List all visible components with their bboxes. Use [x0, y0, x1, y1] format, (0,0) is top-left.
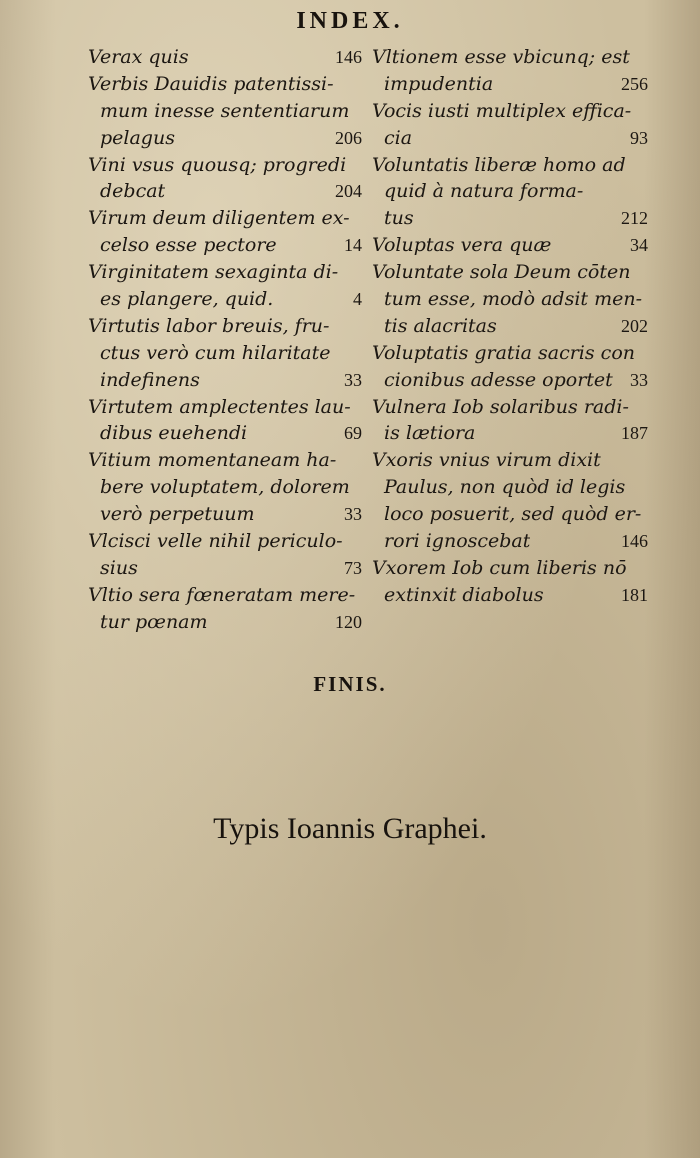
entry-text: mum inesse sententiarum: [100, 99, 350, 122]
entry-text: es plangere, quid.: [100, 288, 274, 311]
index-entry-line: [372, 420, 648, 447]
index-entry: [88, 582, 362, 636]
finis-mark: FINIS.: [313, 672, 387, 696]
entry-text: Voluntatis liberæ homo ad: [372, 153, 626, 176]
index-entry-line: [372, 367, 648, 394]
index-entry: [88, 394, 362, 448]
entry-text: Voluptas vera quæ: [372, 234, 552, 257]
page-reference: [356, 340, 362, 367]
page-reference: [642, 152, 648, 179]
index-entry: [372, 152, 648, 233]
index-entry-line: [372, 394, 648, 421]
index-entry-line: [88, 367, 362, 394]
index-entry-line: [372, 286, 648, 313]
index-entry-line: [372, 125, 648, 152]
index-entry-line: [372, 528, 648, 555]
entry-text: Vxoris vnius virum dixit: [372, 449, 601, 472]
entry-text: indefinens: [100, 368, 200, 391]
index-entry-line: [372, 98, 648, 125]
page-reference: 73: [344, 557, 362, 578]
index-entry-line: [88, 125, 362, 152]
entry-text: Vocis iusti multiplex effica-: [372, 99, 632, 122]
entry-text: Vitium momentaneam ha-: [88, 449, 337, 472]
page-title: INDEX.: [296, 8, 404, 34]
page-reference: 120: [335, 611, 362, 632]
index-entry-line: [372, 340, 648, 367]
page-reference: 33: [344, 369, 362, 390]
page-reference: 33: [630, 369, 648, 390]
index-entry-line: [88, 98, 362, 125]
page-reference: [356, 259, 362, 286]
index-entry: [372, 44, 648, 98]
entry-text: cionibus adesse oportet: [384, 368, 613, 391]
entry-text: verò perpetuum: [100, 503, 255, 526]
index-entry: [88, 447, 362, 528]
index-entry: [372, 232, 648, 259]
index-entry: [88, 152, 362, 206]
index-entry-line: [372, 152, 648, 179]
page-reference: [642, 98, 648, 125]
entry-text: Vxorem Iob cum liberis nō: [372, 556, 627, 579]
index-entry-line: [88, 152, 362, 179]
index-entry-line: [372, 582, 648, 609]
page-reference: [642, 474, 648, 501]
index-entry: [372, 259, 648, 340]
entry-text: loco posuerit, sed quòd er-: [384, 503, 642, 526]
page-reference: 212: [621, 208, 648, 229]
page-reference: [356, 394, 362, 421]
entry-text: sius: [100, 556, 138, 579]
index-entry-line: [372, 232, 648, 259]
entry-text: bere voluptatem, dolorem: [100, 476, 350, 499]
entry-text: Vulnera Iob solaribus radi-: [372, 395, 629, 418]
entry-text: impudentia: [384, 72, 494, 95]
page-reference: 146: [335, 47, 362, 67]
index-entry: [88, 71, 362, 152]
index-entry-line: [372, 474, 648, 501]
page-reference: [356, 474, 362, 501]
page-reference: [356, 71, 362, 98]
entry-text: Vini vsus quousq; progredi: [88, 153, 347, 176]
entry-text: quid à natura forma-: [384, 180, 584, 203]
page-reference: 187: [621, 423, 648, 444]
entry-text: extinxit diabolus: [384, 583, 544, 606]
entry-text: Voluntate sola Deum cōten: [372, 261, 631, 284]
page-reference: 204: [335, 181, 362, 202]
entry-text: Paulus, non quòd id legis: [384, 476, 626, 499]
index-entry-line: [88, 528, 362, 555]
index-entry: [88, 528, 362, 582]
index-entry-line: [88, 286, 362, 313]
page-reference: [642, 394, 648, 421]
index-entry-line: [88, 178, 362, 205]
entry-text: Verbis Dauidis patentissi-: [88, 72, 334, 95]
index-entry-line: [372, 501, 648, 528]
index-column-right: [372, 44, 648, 609]
page-reference: [356, 98, 362, 125]
index-entry: [372, 447, 648, 555]
index-entry: [88, 44, 362, 71]
index-entry: [88, 205, 362, 259]
page-reference: [356, 313, 362, 340]
entry-text: Voluptatis gratia sacris con: [372, 341, 635, 364]
show-through-bleed: [290, 900, 610, 1140]
index-entry-line: [372, 71, 648, 98]
index-entry: [372, 98, 648, 152]
index-entry-line: [372, 555, 648, 582]
page-reference: [642, 501, 648, 528]
index-entry-line: [88, 44, 362, 71]
index-entry-line: [88, 205, 362, 232]
index-entry-line: [88, 259, 362, 286]
entry-text: is lætiora: [384, 422, 476, 445]
entry-text: pelagus: [100, 126, 175, 149]
page-reference: [356, 152, 362, 179]
entry-text: Vlcisci velle nihil periculo-: [88, 530, 343, 553]
page-reference: 93: [630, 127, 648, 148]
entry-text: tum esse, modò adsit men-: [384, 288, 642, 311]
index-entry-line: [372, 205, 648, 232]
page-reference: 4: [353, 289, 362, 310]
page-reference: 181: [621, 584, 648, 605]
page-reference: 69: [344, 423, 362, 444]
page-reference: [642, 340, 648, 367]
entry-text: Virum deum diligentem ex-: [88, 207, 350, 230]
page-reference: [356, 447, 362, 474]
entry-text: debcat: [100, 180, 166, 203]
entry-text: Virginitatem sexaginta di-: [88, 261, 339, 284]
index-entry-line: [88, 340, 362, 367]
index-entry: [372, 555, 648, 609]
index-entry-line: [88, 474, 362, 501]
index-entry-line: [88, 555, 362, 582]
printer-imprint: Typis Ioannis Graphei.: [213, 812, 487, 845]
entry-text: celso esse pectore: [100, 234, 277, 257]
entry-text: ctus verò cum hilaritate: [100, 341, 331, 364]
entry-text: Vltio sera fœneratam mere-: [88, 583, 356, 606]
page-reference: 146: [621, 531, 648, 552]
page-reference: [642, 44, 648, 71]
page-reference: 206: [335, 127, 362, 148]
page-reference: [642, 259, 648, 286]
page-reference: [642, 178, 648, 205]
entry-text: cia: [384, 126, 413, 149]
page-reference: 33: [344, 504, 362, 525]
index-entry: [88, 259, 362, 313]
entry-text: tis alacritas: [384, 314, 497, 337]
index-entry-line: [372, 178, 648, 205]
index-entry-line: [88, 447, 362, 474]
page-reference: [642, 286, 648, 313]
index-entry-line: [372, 313, 648, 340]
page-reference: [642, 447, 648, 474]
entry-text: tus: [384, 207, 414, 230]
index-entry-line: [88, 582, 362, 609]
index-entry: [88, 313, 362, 394]
entry-text: Virtutem amplectentes lau-: [88, 395, 351, 418]
entry-text: Verax quis: [88, 46, 189, 68]
page-reference: 256: [621, 73, 648, 94]
entry-text: Virtutis labor breuis, fru-: [88, 314, 330, 337]
page-reference: [356, 582, 362, 609]
index-entry-line: [88, 394, 362, 421]
index-entry-line: [88, 71, 362, 98]
page-reference: 14: [344, 235, 362, 256]
page-reference: [356, 528, 362, 555]
page-reference: [356, 205, 362, 232]
index-entry-line: [372, 259, 648, 286]
page-reference: 34: [630, 235, 648, 256]
page-reference: 202: [621, 315, 648, 336]
index-entry-line: [88, 609, 362, 636]
index-entry-line: [88, 420, 362, 447]
page-reference: [642, 555, 648, 582]
index-column-left: [88, 44, 362, 636]
entry-text: dibus euehendi: [100, 422, 248, 445]
index-entry-line: [372, 447, 648, 474]
index-entry: [372, 394, 648, 448]
index-entry-line: [88, 313, 362, 340]
index-entry-line: [372, 44, 648, 71]
entry-text: Vltionem esse vbicunq; est: [372, 46, 630, 68]
index-entry-line: [88, 501, 362, 528]
entry-text: rori ignoscebat: [384, 530, 531, 553]
index-entry-line: [88, 232, 362, 259]
index-entry: [372, 340, 648, 394]
entry-text: tur pœnam: [100, 610, 208, 633]
